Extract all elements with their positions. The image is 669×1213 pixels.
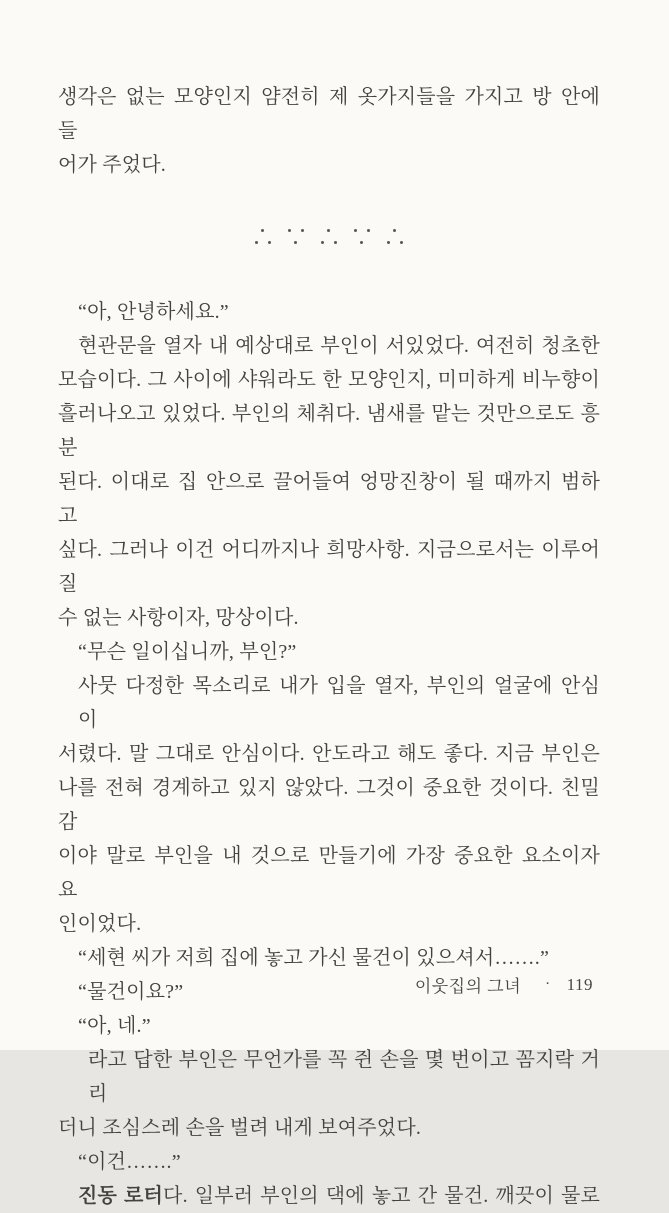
text-line: 생각은 없는 모양인지 얌전히 제 옷가지들을 가지고 방 안에 들 <box>58 86 600 142</box>
text-segment: 다. 일부러 부인의 댁에 놓고 간 물건. 깨끗이 물로 <box>163 1185 600 1207</box>
text-line: “물건이요?” <box>78 981 184 1003</box>
text-line: 인이었다. <box>58 913 142 935</box>
scene-break-separator <box>58 228 600 244</box>
page-number: 119 <box>566 974 593 994</box>
text-line: “아, 안녕하세요.” <box>78 301 229 323</box>
dot-triangle-icon <box>319 229 339 244</box>
text-line: 나를 전혀 경계하고 있지 않았다. 그것이 중요한 것이다. 친밀감 <box>58 777 600 833</box>
bullet-separator-icon: · <box>545 976 551 992</box>
text-line: 사뭇 다정한 목소리로 내가 입을 열자, 부인의 얼굴에 안심이 <box>78 675 600 731</box>
page-footer <box>415 972 593 997</box>
dot-triangle-icon <box>253 229 273 244</box>
paragraph-continuation <box>58 80 600 182</box>
text-line: “이건…….” <box>78 1151 181 1173</box>
text-line: 라고 답한 부인은 무언가를 꼭 쥔 손을 몇 번이고 꼼지락 거리 <box>88 1049 600 1105</box>
page-content <box>58 80 600 1213</box>
text-line: 된다. 이대로 집 안으로 끌어들여 엉망진창이 될 때까지 범하고 <box>58 471 600 527</box>
dot-triangle-icon <box>352 229 372 244</box>
text-line: “아, 네.” <box>78 1015 151 1037</box>
text-line: “세현 씨가 저희 집에 놓고 가신 물건이 있으셔서…….” <box>78 947 550 969</box>
text-line: 이야 말로 부인을 내 것으로 만들기에 가장 중요한 요소이자 요 <box>58 845 600 901</box>
text-line: 싶다. 그러나 이건 어디까지나 희망사항. 지금으로서는 이루어질 <box>58 539 600 595</box>
text-line: 어가 주었다. <box>58 154 166 176</box>
text-line: “무슨 일이십니까, 부인?” <box>78 641 297 663</box>
text-line: 모습이다. 그 사이에 샤워라도 한 모양인지, 미미하게 비누향이 <box>58 369 600 391</box>
emphasized-text: 진동 로터 <box>78 1185 164 1207</box>
text-line <box>58 1179 600 1213</box>
text-line: 서렸다. 말 그대로 안심이다. 안도라고 해도 좋다. 지금 부인은 <box>58 743 600 765</box>
text-line: 흘러나오고 있었다. 부인의 체취다. 냄새를 맡는 것만으로도 흥분 <box>58 403 600 459</box>
body-text <box>58 295 600 1213</box>
dot-triangle-icon <box>286 229 306 244</box>
running-title: 이웃집의 그녀 <box>414 977 522 996</box>
text-line: 현관문을 열자 내 예상대로 부인이 서있었다. 여전히 청초한 <box>78 335 600 357</box>
dot-triangle-icon <box>385 229 405 244</box>
text-line: 더니 조심스레 손을 벌려 내게 보여주었다. <box>58 1117 422 1139</box>
text-line: 수 없는 사항이자, 망상이다. <box>58 607 299 629</box>
